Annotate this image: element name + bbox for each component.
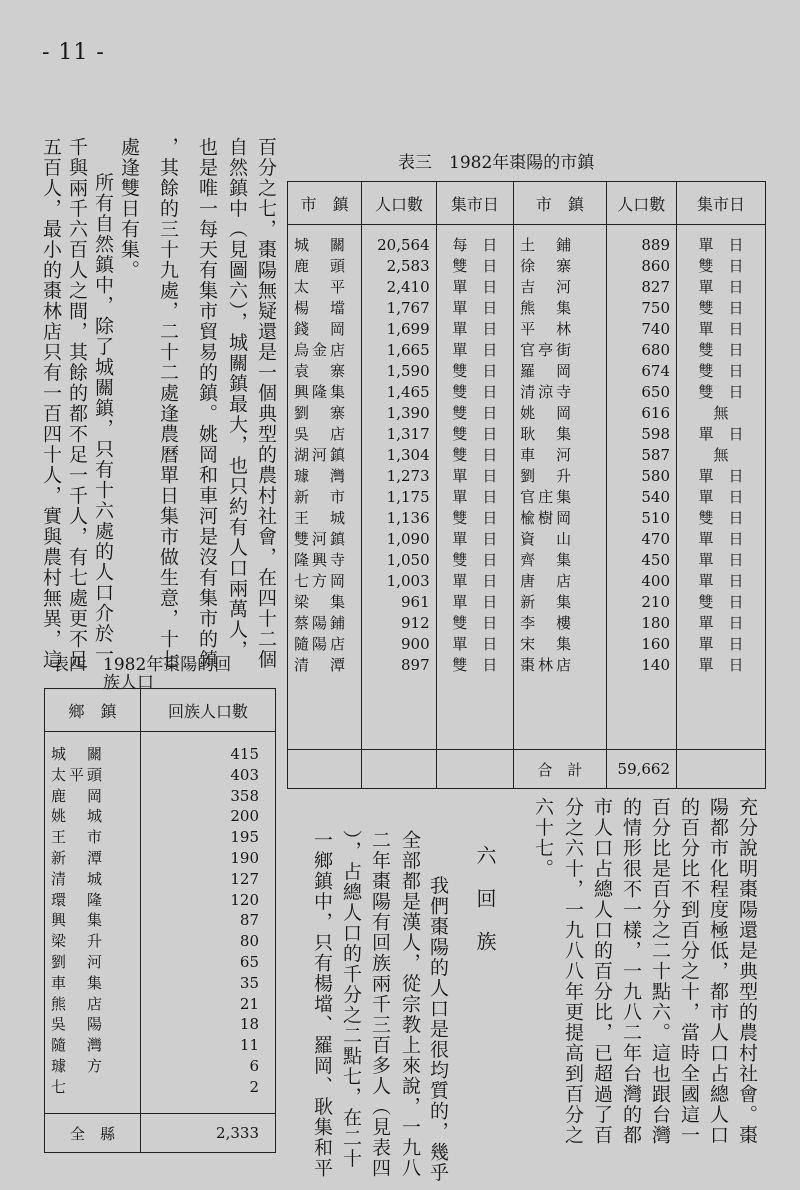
- table-cell: 楡樹岡: [520, 509, 575, 527]
- table-cell: 680: [641, 341, 671, 359]
- section-heading: 六 回 族: [473, 845, 497, 953]
- table-cell: 雙河鎮: [294, 530, 349, 548]
- text-column: ，其餘的三十九處，二十二處逢農曆單日集市做生意，十七: [157, 137, 179, 670]
- table-cell: 1,050: [386, 551, 430, 569]
- table-cell: 王 市: [51, 828, 106, 847]
- table-cell: 雙 日: [698, 383, 744, 401]
- table-cell: 李 樓: [520, 614, 575, 632]
- table-cell: 新 潭: [51, 848, 106, 867]
- column-header: 集市日: [436, 182, 513, 225]
- total-value: 2,333: [141, 1114, 276, 1153]
- table-cell: 860: [641, 257, 671, 275]
- table-cell: 雙 日: [452, 656, 498, 674]
- table-total-row: [45, 1114, 276, 1153]
- table-body-row: [45, 732, 276, 1114]
- table-cell: 單 日: [452, 488, 498, 506]
- table-cell: 1,136: [386, 509, 430, 527]
- table-cell: 80: [239, 932, 259, 951]
- market-day-column: [436, 225, 513, 750]
- table-cell: 510: [641, 509, 671, 527]
- table-header-row: [288, 182, 766, 225]
- text-column: 六十七。: [532, 797, 554, 879]
- table3: [287, 181, 766, 789]
- table4-caption-line1: 表四 1982年棗陽的回: [52, 655, 232, 675]
- table-cell: 180: [641, 614, 671, 632]
- population-column: [606, 225, 676, 750]
- table-cell: 1,175: [386, 488, 430, 506]
- table-cell: 耿 集: [520, 425, 575, 443]
- table-cell: 912: [400, 614, 430, 632]
- table-cell: 195: [230, 828, 259, 847]
- table-cell: 11: [239, 1036, 259, 1055]
- table-cell: 姚 城: [51, 807, 106, 826]
- table-cell: 烏金店: [294, 341, 349, 359]
- table-cell: 劉 河: [51, 952, 106, 971]
- total-label: 合 計: [514, 750, 606, 789]
- text-column: 充分說明棗陽還是典型的農村社會。棗: [736, 797, 758, 1146]
- table-cell: 單 日: [698, 467, 744, 485]
- table-cell: 單 日: [698, 614, 744, 632]
- table-cell: 889: [641, 236, 671, 254]
- table-cell: 土 鋪: [520, 236, 575, 254]
- column-header: 回族人口數: [141, 689, 276, 732]
- table-cell: 平 林: [520, 320, 575, 338]
- table-cell: 熊 店: [51, 994, 106, 1013]
- column-header: 人口數: [362, 182, 436, 225]
- table-cell: 錢 岡: [294, 320, 349, 338]
- table-cell: 單 日: [698, 425, 744, 443]
- table-cell: 35: [239, 973, 259, 992]
- population-column: [362, 225, 436, 750]
- table-cell: 587: [641, 446, 671, 464]
- table-cell: 七: [51, 1077, 70, 1096]
- table-cell: 單 日: [452, 320, 498, 338]
- table-cell: 雙 日: [698, 341, 744, 359]
- table-cell: 雙 日: [698, 257, 744, 275]
- table-cell: 190: [230, 848, 259, 867]
- empty-cell: [677, 750, 766, 789]
- table-cell: 2: [249, 1077, 259, 1096]
- table-cell: 21: [239, 994, 259, 1013]
- table-cell: 單 日: [698, 635, 744, 653]
- column-header: 人口數: [606, 182, 676, 225]
- table-cell: 唐 店: [520, 572, 575, 590]
- table-cell: 單 日: [452, 530, 498, 548]
- population-column: [141, 732, 276, 1114]
- table-cell: 358: [230, 786, 259, 805]
- table-cell: 160: [641, 635, 671, 653]
- table-cell: 6: [249, 1056, 259, 1075]
- table-cell: 雙 日: [698, 509, 744, 527]
- table-cell: 403: [230, 765, 259, 784]
- table-cell: 新 集: [520, 593, 575, 611]
- table-cell: 環 隆: [51, 890, 106, 909]
- text-column: 也是唯一每天有集市貿易的鎮。姚岡和車河是沒有集市的鎮: [196, 137, 218, 670]
- table-cell: 65: [239, 952, 259, 971]
- table-cell: 璩 方: [51, 1056, 106, 1075]
- table-cell: 598: [641, 425, 671, 443]
- table-cell: 劉 升: [520, 467, 575, 485]
- table-cell: 雙 日: [452, 614, 498, 632]
- table-cell: 吉 河: [520, 278, 575, 296]
- table-cell: 徐 寨: [520, 257, 575, 275]
- table-cell: 車 河: [520, 446, 575, 464]
- table-cell: 1,317: [386, 425, 430, 443]
- table-cell: 雙 日: [698, 362, 744, 380]
- table-cell: 蔡陽鋪: [294, 614, 349, 632]
- table-cell: 隆興寺: [294, 551, 349, 569]
- total-value: 59,662: [606, 750, 676, 789]
- table-cell: 興隆集: [294, 383, 349, 401]
- table-cell: 每 日: [452, 236, 498, 254]
- table-cell: 雙 日: [452, 551, 498, 569]
- table-cell: 450: [641, 551, 671, 569]
- table-cell: 單 日: [452, 278, 498, 296]
- table4-caption-line2: 族人口: [103, 673, 154, 693]
- table-cell: 袁 寨: [294, 362, 349, 380]
- table-cell: 清 潭: [294, 656, 349, 674]
- table-cell: 961: [400, 593, 430, 611]
- table-cell: 單 日: [698, 236, 744, 254]
- table-cell: 單 日: [452, 467, 498, 485]
- table-cell: 太 平: [294, 278, 349, 296]
- table-cell: 隨陽店: [294, 635, 349, 653]
- table-cell: 湖河鎮: [294, 446, 349, 464]
- table-cell: 20,564: [377, 236, 430, 254]
- table-cell: 王 城: [294, 509, 349, 527]
- table-cell: 鹿 頭: [294, 257, 349, 275]
- text-column: 的情形很不一樣，一九八二年台灣的都: [620, 797, 642, 1146]
- column-header: 市 鎮: [514, 182, 606, 225]
- town-column: [45, 732, 141, 1114]
- market-day-column: [677, 225, 766, 750]
- table-cell: 210: [641, 593, 671, 611]
- town-column: [288, 225, 362, 750]
- table-cell: 2,410: [386, 278, 430, 296]
- table-cell: 127: [230, 869, 259, 888]
- table-cell: 單 日: [452, 299, 498, 317]
- table-cell: 清涼寺: [520, 383, 575, 401]
- table-cell: 太平頭: [51, 765, 106, 784]
- table-cell: 1,699: [386, 320, 430, 338]
- table-cell: 楊 壋: [294, 299, 349, 317]
- table-cell: 200: [230, 807, 259, 826]
- text-column: 陽都市化程度極低，都市人口占總人口: [707, 797, 729, 1146]
- table-cell: 雙 日: [452, 362, 498, 380]
- column-header: 集市日: [677, 182, 766, 225]
- empty-cell: [362, 750, 436, 789]
- table-cell: 900: [400, 635, 430, 653]
- table4: [44, 688, 276, 1153]
- table-cell: 540: [641, 488, 671, 506]
- table-cell: 劉 寨: [294, 404, 349, 422]
- table-cell: 吳 店: [294, 425, 349, 443]
- text-column: 的百分比不到百分之十，當時全國這一: [678, 797, 700, 1146]
- table-cell: 熊 集: [520, 299, 575, 317]
- text-column: 一鄉鎮中，只有楊壋、羅岡、耿集和平: [311, 830, 333, 1179]
- table-cell: 750: [641, 299, 671, 317]
- text-column: 自然鎮中（見圖六），城關鎮最大，也只約有人口兩萬人，: [226, 137, 248, 661]
- total-label: 全 縣: [45, 1114, 141, 1153]
- page-number: - 11 -: [42, 40, 105, 65]
- table-cell: 740: [641, 320, 671, 338]
- empty-cell: [288, 750, 362, 789]
- text-column: 二年棗陽有回族兩千三百多人（見表四: [369, 830, 391, 1179]
- table-cell: 吳 陽: [51, 1015, 106, 1034]
- table-cell: 120: [230, 890, 259, 909]
- table-cell: 1,590: [386, 362, 430, 380]
- text-column: 五百人，最小的棗林店只有一百四十人，實與農村無異，這: [40, 137, 62, 670]
- table-cell: 新 市: [294, 488, 349, 506]
- table-cell: 無: [713, 446, 729, 464]
- table-cell: 470: [641, 530, 671, 548]
- table-cell: 單 日: [452, 572, 498, 590]
- table-cell: 單 日: [698, 530, 744, 548]
- table-cell: 650: [641, 383, 671, 401]
- table-cell: 單 日: [698, 488, 744, 506]
- table-cell: 姚 岡: [520, 404, 575, 422]
- table-cell: 單 日: [452, 341, 498, 359]
- table-cell: 雙 日: [698, 593, 744, 611]
- table-cell: 棗林店: [520, 656, 575, 674]
- table-cell: 87: [239, 911, 259, 930]
- table-cell: 雙 日: [698, 299, 744, 317]
- table-cell: 單 日: [452, 593, 498, 611]
- table-cell: 興 集: [51, 911, 106, 930]
- table-cell: 璩 灣: [294, 467, 349, 485]
- text-column: 市人口占總人口的百分比，已超過了百: [591, 797, 613, 1146]
- table-cell: 雙 日: [452, 257, 498, 275]
- table-header-row: [45, 689, 276, 732]
- table-cell: 140: [641, 656, 671, 674]
- table-cell: 雙 日: [452, 383, 498, 401]
- table-cell: 雙 日: [452, 509, 498, 527]
- table-cell: 宋 集: [520, 635, 575, 653]
- table-cell: 資 山: [520, 530, 575, 548]
- table-cell: 鹿 岡: [51, 786, 106, 805]
- table-cell: 1,767: [386, 299, 430, 317]
- table-cell: 1,273: [386, 467, 430, 485]
- column-header: 鄉 鎮: [45, 689, 141, 732]
- table-cell: 清 城: [51, 869, 106, 888]
- table-cell: 七方岡: [294, 572, 349, 590]
- text-column: 我們棗陽的人口是很均質的，幾乎: [427, 855, 449, 1183]
- town-column: [514, 225, 606, 750]
- text-column: 所有自然鎮中，除了城關鎮，只有十六處的人口介於一: [92, 152, 114, 665]
- table-total-row: [288, 750, 766, 789]
- table-cell: 415: [230, 745, 259, 763]
- table-cell: 官亭街: [520, 341, 575, 359]
- table-cell: 雙 日: [452, 425, 498, 443]
- table-cell: 616: [641, 404, 671, 422]
- text-column: 分之六十，一九八八年更提高到百分之: [562, 797, 584, 1146]
- table-cell: 674: [641, 362, 671, 380]
- table-cell: 400: [641, 572, 671, 590]
- text-column: 處逢雙日有集。: [118, 137, 140, 281]
- table-cell: 雙 日: [452, 404, 498, 422]
- table-cell: 齊 集: [520, 551, 575, 569]
- table-cell: 單 日: [698, 572, 744, 590]
- table-cell: 1,665: [386, 341, 430, 359]
- table3-caption: 表三 1982年棗陽的市鎮: [398, 153, 595, 173]
- table-cell: 無: [713, 404, 729, 422]
- table-cell: 雙 日: [452, 446, 498, 464]
- text-column: ），占總人口的千分之二點七，在二十: [340, 830, 362, 1169]
- table-cell: 897: [400, 656, 430, 674]
- table-cell: 單 日: [698, 320, 744, 338]
- table-cell: 單 日: [452, 635, 498, 653]
- text-column: 全部都是漢人，從宗教上來說，一九八: [399, 830, 421, 1179]
- column-header: 市 鎮: [288, 182, 362, 225]
- table-cell: 官庄集: [520, 488, 575, 506]
- table-cell: 1,390: [386, 404, 430, 422]
- table-cell: 羅 岡: [520, 362, 575, 380]
- table-cell: 車 集: [51, 973, 106, 992]
- table-cell: 2,583: [386, 257, 430, 275]
- table-cell: 1,465: [386, 383, 430, 401]
- table-cell: 580: [641, 467, 671, 485]
- empty-cell: [436, 750, 513, 789]
- table-cell: 單 日: [698, 551, 744, 569]
- table-cell: 1,003: [386, 572, 430, 590]
- table-body-row: [288, 225, 766, 750]
- table-cell: 城 關: [294, 236, 349, 254]
- table-cell: 1,304: [386, 446, 430, 464]
- table-cell: 1,090: [386, 530, 430, 548]
- text-column: 百分比是百分之二十點六。這也跟台灣: [649, 797, 671, 1146]
- table-cell: 單 日: [698, 278, 744, 296]
- text-column: 千與兩千六百人之間，其餘的都不足一千人，有七處更不足: [66, 137, 88, 670]
- table-cell: 18: [239, 1015, 259, 1034]
- table-cell: 隨 灣: [51, 1036, 106, 1055]
- text-column: 百分之七，棗陽無疑還是一個典型的農村社會，在四十二個: [255, 137, 277, 670]
- table-cell: 城 關: [51, 745, 106, 763]
- table-cell: 梁 集: [294, 593, 349, 611]
- table-cell: 單 日: [698, 656, 744, 674]
- table-cell: 827: [641, 278, 671, 296]
- table-cell: 梁 升: [51, 932, 106, 951]
